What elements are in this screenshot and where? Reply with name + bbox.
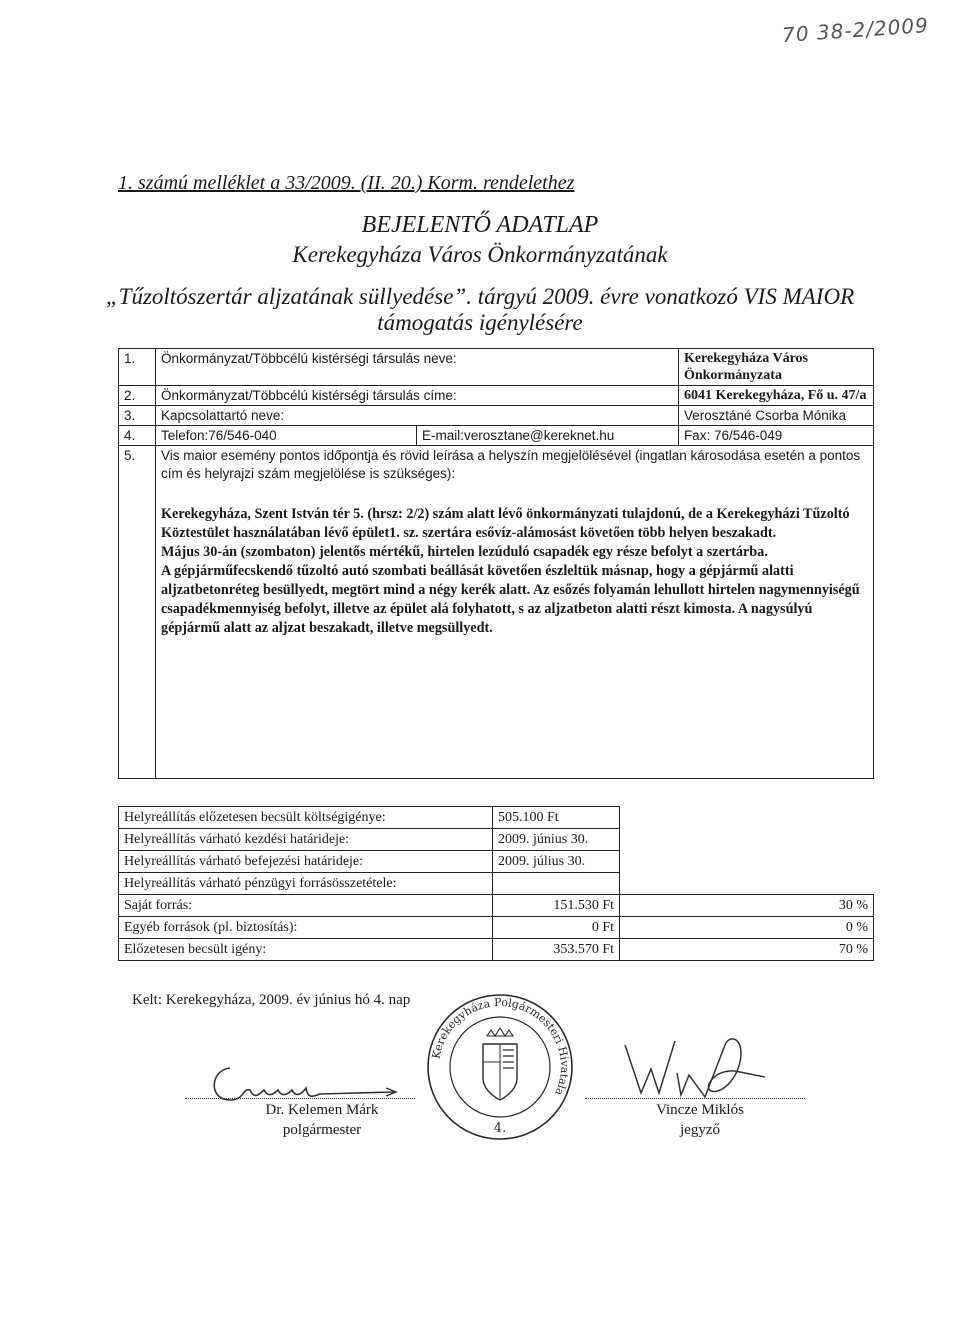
funding-row: [119, 939, 874, 961]
form-title: BEJELENTŐ ADATLAP: [361, 212, 599, 238]
coat-of-arms-icon: [483, 1028, 517, 1100]
date-place-line: Kelt: Kerekegyháza, 2009. év június hó 4. nap: [132, 992, 411, 1008]
applicant-info-table: [118, 348, 874, 779]
notary-name: Vincze Miklós: [656, 1102, 744, 1118]
cost-label: Helyreállítás várható befejezési határideje:: [119, 851, 493, 873]
event-rain-text: Május 30-án (szombaton) jelentős mértékű, hirtelen lezúduló csapadék egy része befolyt a szertárba.: [161, 544, 768, 560]
cost-row: [119, 873, 874, 895]
event-location-text: Kerekegyháza, Szent István tér 5. (hrsz: 2/2) szám alatt lévő önkormányzati tulajdonú, de a Kerekegyházi Tűzoltó Köztestület használatában lévő épület1. sz. szertára esővíz-alámosást követően több helyen beszakadt.: [161, 506, 850, 541]
info-row-address: [119, 386, 874, 406]
form-subtitle-purpose: támogatás igénylésére: [377, 310, 583, 335]
stamp-number: 4.: [493, 1121, 507, 1136]
cost-value: 2009. június 30.: [493, 829, 620, 851]
funding-label: Egyéb források (pl. biztosítás):: [119, 917, 493, 939]
contact-name: Verosztáné Csorba Mónika: [678, 406, 873, 426]
cost-value: [493, 873, 620, 895]
event-question: Vis maior esemény pontos időpontja és rövid leírása a helyszín megjelölésével (ingatlan károsodása esetén a pontos cím és helyrajzi szám megjelölése is szükséges):: [161, 448, 861, 481]
signature-line: [185, 1098, 415, 1099]
handwritten-note: 70 38-2/2009: [781, 12, 930, 48]
cost-label: Helyreállítás várható kezdési határideje:: [119, 829, 493, 851]
row-label: Önkormányzat/Többcélú kistérségi társulás címe:: [156, 386, 679, 406]
row-number: 5.: [119, 446, 156, 779]
funding-percent: 70 %: [620, 939, 874, 961]
municipality-address: 6041 Kerekegyháza, Fő u. 47/a: [678, 386, 873, 406]
cost-label: Helyreállítás előzetesen becsült költségigénye:: [119, 807, 493, 829]
official-stamp: [425, 992, 575, 1142]
info-row-contact: [119, 406, 874, 426]
mayor-role: polgármester: [282, 1122, 362, 1138]
funding-label: Előzetesen becsült igény:: [119, 939, 493, 961]
info-row-name: [119, 349, 874, 386]
funding-percent: 0 %: [620, 917, 874, 939]
stamp-ring-text: Kerekegyháza Polgármesteri Hivatala: [429, 995, 572, 1098]
municipality-name: Kerekegyháza Város Önkormányzata: [678, 349, 873, 386]
row-number: 4.: [119, 426, 156, 446]
mayor-signature: [190, 1060, 410, 1106]
cost-value: 2009. július 30.: [493, 851, 620, 873]
form-subtitle-subject: „Tűzoltószertár aljzatának süllyedése”. tárgyú 2009. évre vonatkozó VIS MAIOR: [105, 284, 855, 309]
event-damage-text: A gépjárműfecskendő tűzoltó autó szombati beállását követően észleltük másnap, hogy a gépjármű alatti aljzatbetonréteg besüllyedt, megtört mind a négy kerék alatt. Az esőzés folyamán lehullott hirtelen nagymennyiségű csapadékmennyiség befolyt, illetve az épület alá folyhatott, s az aljzatbeton alatti részt kimosta. A nagysúlyú gépjármű alatt az aljzat beszakadt, illetve megsüllyedt.: [161, 563, 860, 636]
phone: Telefon:76/546-040: [156, 426, 417, 446]
funding-amount: 151.530 Ft: [493, 895, 620, 917]
mayor-name: Dr. Kelemen Márk: [265, 1102, 379, 1118]
annex-reference: 1. számú melléklet a 33/2009. (II. 20.) Korm. rendelethez: [118, 172, 575, 194]
email: E-mail:verosztane@kereknet.hu: [417, 426, 679, 446]
form-subtitle-municipality: Kerekegyháza Város Önkormányzatának: [292, 242, 668, 267]
signature-line: [585, 1098, 805, 1099]
funding-row: [119, 917, 874, 939]
row-label: Kapcsolattartó neve:: [156, 406, 679, 426]
fax: Fax: 76/546-049: [678, 426, 873, 446]
cost-row: [119, 829, 874, 851]
cost-row: [119, 851, 874, 873]
restoration-cost-table: [118, 806, 874, 961]
info-row-event: [119, 446, 874, 779]
row-label: Önkormányzat/Többcélú kistérségi társulás neve:: [156, 349, 679, 386]
cost-label: Helyreállítás várható pénzügyi forrásösszetétele:: [119, 873, 493, 895]
info-row-phone: [119, 426, 874, 446]
row-number: 1.: [119, 349, 156, 386]
row-number: 3.: [119, 406, 156, 426]
row-number: 2.: [119, 386, 156, 406]
funding-percent: 30 %: [620, 895, 874, 917]
funding-row: [119, 895, 874, 917]
funding-label: Saját forrás:: [119, 895, 493, 917]
notary-role: jegyző: [680, 1122, 720, 1138]
cost-row: [119, 807, 874, 829]
funding-amount: 0 Ft: [493, 917, 620, 939]
event-description-cell: [156, 446, 874, 779]
cost-value: 505.100 Ft: [493, 807, 620, 829]
funding-amount: 353.570 Ft: [493, 939, 620, 961]
